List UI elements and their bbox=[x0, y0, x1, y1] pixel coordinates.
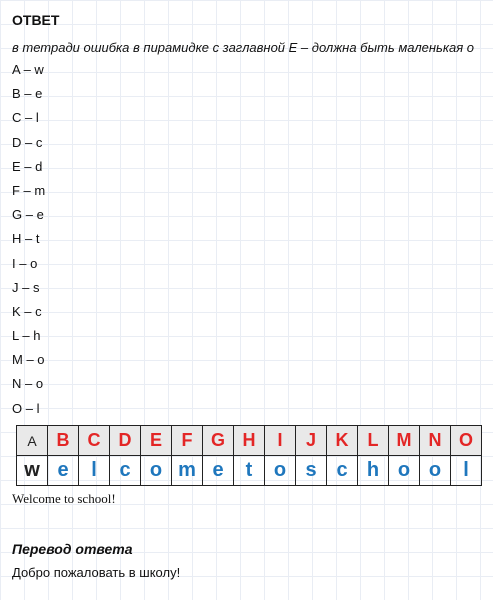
cipher-cell: A bbox=[17, 426, 48, 456]
letter-pair: F – m bbox=[12, 182, 46, 198]
letter-pair: A – w bbox=[12, 62, 44, 77]
cipher-cell: B bbox=[48, 426, 79, 456]
cipher-cell: F bbox=[172, 426, 203, 456]
decoded-result: Welcome to school! bbox=[12, 491, 116, 506]
letter-pair: M – o bbox=[12, 352, 45, 368]
cipher-cell: C bbox=[79, 426, 110, 456]
cipher-cell: w bbox=[17, 456, 48, 486]
cipher-cell: h bbox=[358, 456, 389, 486]
cipher-row-lowercase bbox=[17, 456, 482, 486]
cipher-cell: l bbox=[451, 456, 482, 486]
cipher-cell: o bbox=[265, 456, 296, 486]
letter-pair: D – c bbox=[12, 134, 43, 150]
cipher-cell: e bbox=[203, 456, 234, 486]
letter-pair: E – d bbox=[12, 158, 43, 174]
letter-pair: H – t bbox=[12, 231, 40, 247]
answer-heading: ОТВЕТ bbox=[12, 12, 60, 28]
cipher-cell: J bbox=[296, 426, 327, 456]
letter-pair: J – s bbox=[12, 279, 40, 295]
cipher-cell: o bbox=[420, 456, 451, 486]
letter-pair: G – e bbox=[12, 207, 44, 223]
cipher-cell: H bbox=[234, 426, 265, 456]
cipher-cell: c bbox=[327, 456, 358, 486]
cipher-cell: M bbox=[389, 426, 420, 456]
letter-pair: I – o bbox=[12, 255, 38, 271]
letter-pair: K – c bbox=[12, 303, 42, 319]
cipher-row-uppercase bbox=[17, 426, 482, 456]
cipher-cell: O bbox=[451, 426, 482, 456]
cipher-cell: N bbox=[420, 426, 451, 456]
translation-heading: Перевод ответа bbox=[12, 541, 133, 557]
cipher-cell: l bbox=[79, 456, 110, 486]
translation-text: Добро пожаловать в школу! bbox=[12, 565, 181, 580]
letter-pair: N – o bbox=[12, 376, 44, 392]
cipher-cell: K bbox=[327, 426, 358, 456]
cipher-cell: s bbox=[296, 456, 327, 486]
letter-pair: C – l bbox=[12, 110, 39, 126]
cipher-cell: o bbox=[389, 456, 420, 486]
letter-pair: O – l bbox=[12, 400, 40, 416]
letter-pair: B – e bbox=[12, 86, 43, 102]
cipher-cell: L bbox=[358, 426, 389, 456]
cipher-cell: E bbox=[141, 426, 172, 456]
cipher-cell: D bbox=[110, 426, 141, 456]
cipher-cell: m bbox=[172, 456, 203, 486]
correction-note: в тетради ошибка в пирамидке с заглавной E – должна быть маленькая о bbox=[12, 40, 475, 55]
cipher-cell: e bbox=[48, 456, 79, 486]
cipher-cell: o bbox=[141, 456, 172, 486]
cipher-table bbox=[16, 425, 482, 486]
cipher-cell: c bbox=[110, 456, 141, 486]
cipher-cell: t bbox=[234, 456, 265, 486]
cipher-cell: I bbox=[265, 426, 296, 456]
letter-pairs-list bbox=[12, 62, 45, 425]
letter-pair: L – h bbox=[12, 328, 41, 344]
cipher-cell: G bbox=[203, 426, 234, 456]
